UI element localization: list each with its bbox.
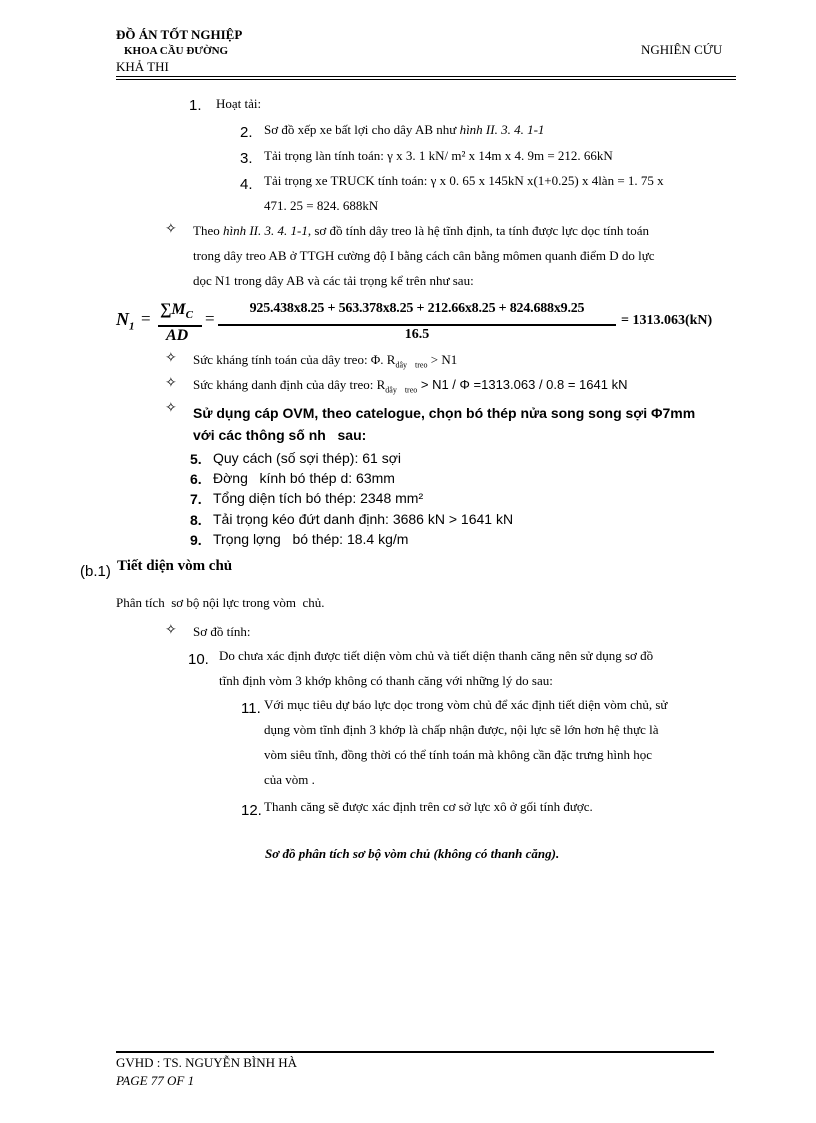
- paragraph-line: dọc N1 trong dây AB và các tải trọng kể trên như sau:: [193, 273, 474, 288]
- paragraph-line: dụng vòm tĩnh định 3 khớp là chấp nhận được, nội lực sẽ lớn hơn hệ thực là: [264, 722, 659, 737]
- formula-numerator: 925.438x8.25 + 563.378x8.25 + 212.66x8.25 + 824.688x9.25: [249, 301, 585, 316]
- list-number: 1.: [189, 97, 202, 114]
- list-number: 10.: [188, 651, 209, 668]
- list-item: Tải trọng làn tính toán: γ x 3. 1 kN/ m² x 14m x 4. 9m = 212. 66kN: [264, 148, 613, 163]
- text-line: , sơ đồ tính dây treo là hệ tĩnh định, ta tính được lực dọc tính toán: [307, 223, 650, 238]
- formula-lhs-sub: 1: [129, 320, 135, 333]
- cable-line: Sử dụng cáp OVM, theo catelogue, chọn bó thép nửa song song sợi Φ7mm: [193, 405, 696, 421]
- formula-lhs: [116, 309, 135, 333]
- figure-ref: hình II. 3. 4. 1-1: [459, 122, 545, 137]
- diamond-bullet-icon: ✧: [165, 375, 177, 391]
- footer-advisor: GVHD : TS. NGUYỄN BÌNH HÀ: [116, 1055, 298, 1070]
- list-number: 11.: [241, 700, 261, 717]
- text: Sức kháng danh định của dây treo: R: [193, 377, 386, 392]
- paragraph-line: trong dây treo AB ở TTGH cường độ I bằng cách cân bằng mômen quanh điểm D do lực: [193, 248, 655, 263]
- paragraph-line: Với mục tiêu dự báo lực dọc trong vòm chủ để xác định tiết diện vòm chủ, sử: [264, 697, 668, 712]
- diamond-bullet-icon: ✧: [165, 622, 177, 638]
- section-title: Tiết diện vòm chủ: [117, 558, 233, 574]
- spec-item: Trọng lợng bó thép: 18.4 kg/m: [213, 531, 409, 547]
- paragraph-line: Thanh căng sẽ được xác định trên cơ sở lực xô ở gối tính được.: [264, 799, 593, 814]
- formula-denominator-ad: AD: [166, 327, 189, 344]
- paragraph-line: [193, 223, 649, 239]
- scheme-heading: Sơ đồ tính:: [193, 624, 251, 639]
- text: > N1: [427, 352, 458, 367]
- list-number: 7.: [190, 491, 202, 507]
- text: > N1 / Φ =1313.063 / 0.8 = 1641 kN: [417, 377, 628, 392]
- cable-line: với các thông số nh sau:: [193, 427, 367, 443]
- resistance-calc: [193, 352, 457, 370]
- footer-rule: [116, 1051, 714, 1053]
- diamond-bullet-icon: ✧: [165, 400, 177, 416]
- list-item: [264, 122, 544, 138]
- list-number: 5.: [190, 451, 202, 467]
- diamond-bullet-icon: ✧: [165, 221, 177, 237]
- spec-item: Quy cách (số sợi thép): 61 sợi: [213, 450, 401, 466]
- spec-item: Tổng diện tích bó thép: 2348 mm²: [213, 490, 424, 506]
- list-item-continuation: 471. 25 = 824. 688kN: [264, 198, 379, 213]
- header-rule-bottom: [116, 79, 736, 80]
- formula-sum-symbol: ∑M: [160, 301, 186, 318]
- resistance-nominal: [193, 377, 627, 395]
- list-number: 2.: [240, 124, 253, 141]
- list-number: 4.: [240, 176, 253, 193]
- list-number: 8.: [190, 512, 202, 528]
- spec-item: Đờng kính bó thép d: 63mm: [213, 470, 395, 486]
- subscript: dây treo: [395, 360, 428, 370]
- formula-denominator: 16.5: [404, 327, 430, 342]
- header-faculty: KHOA CẦU ĐƯỜNG: [124, 45, 229, 57]
- list-number: 9.: [190, 532, 202, 548]
- analysis-intro: Phân tích sơ bộ nội lực trong vòm chủ.: [116, 595, 325, 610]
- spec-item: Tải trọng kéo đứt danh định: 3686 kN > 1641 kN: [213, 511, 514, 527]
- section-label: (b.1): [80, 563, 111, 580]
- header-rule-top: [116, 76, 736, 77]
- header-part-right: NGHIÊN CỨU: [641, 42, 723, 57]
- list-item: Tải trọng xe TRUCK tính toán: γ x 0. 65 x 145kN x(1+0.25) x 4làn = 1. 75 x: [264, 173, 664, 188]
- live-load-heading: Hoạt tải:: [216, 96, 262, 111]
- text: Sức kháng tính toán của dây treo: Φ. R: [193, 352, 396, 367]
- header-part-left: KHẢ THI: [116, 59, 169, 74]
- paragraph-line: Do chưa xác định được tiết diện vòm chủ và tiết diện thanh căng nên sử dụng sơ đồ: [219, 648, 654, 663]
- list-number: 3.: [240, 150, 253, 167]
- formula-sum: [160, 301, 193, 321]
- header-title: ĐỒ ÁN TỐT NGHIỆP: [116, 27, 243, 42]
- figure-caption: Sơ đồ phân tích sơ bộ vòm chủ (không có thanh căng).: [265, 846, 560, 861]
- formula-equals: =: [141, 309, 151, 328]
- figure-ref: hình II. 3. 4. 1-1: [222, 223, 308, 238]
- footer-page: PAGE 77 OF 1: [116, 1073, 195, 1088]
- list-number: 12.: [241, 802, 262, 819]
- paragraph-line: vòm siêu tĩnh, đồng thời có thể tính toán mà không cần đặc trưng hình học: [264, 747, 652, 762]
- paragraph-line: tĩnh định vòm 3 khớp không có thanh căng với những lý do sau:: [219, 673, 553, 688]
- subscript: dây treo: [385, 385, 418, 395]
- list-number: 6.: [190, 471, 202, 487]
- fraction-line: [218, 324, 616, 326]
- list-item-text: Sơ đồ xếp xe bất lợi cho dây AB như: [264, 122, 460, 137]
- diamond-bullet-icon: ✧: [165, 350, 177, 366]
- formula-equals: =: [205, 309, 215, 328]
- text-prefix: Theo: [193, 223, 223, 238]
- formula-sum-sub: C: [185, 309, 193, 322]
- paragraph-line: của vòm .: [264, 772, 315, 787]
- formula-result: = 1313.063(kN): [621, 313, 713, 328]
- formula-lhs-symbol: N: [116, 309, 129, 329]
